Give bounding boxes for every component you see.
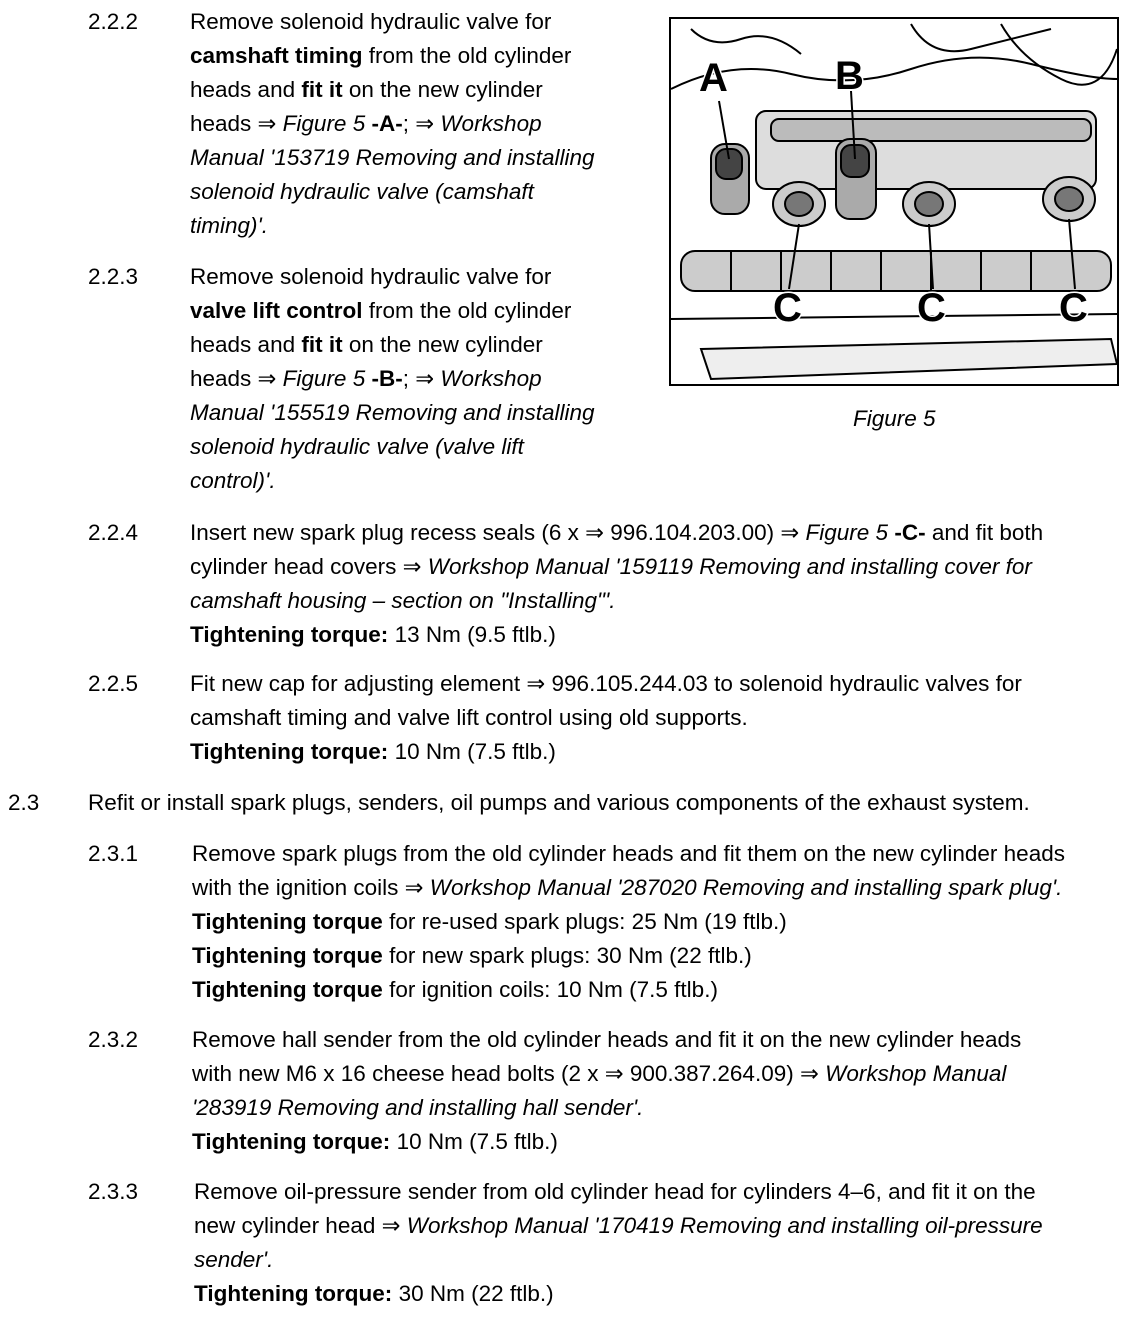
step-number-2-2-2: 2.2.2 bbox=[88, 9, 139, 34]
step-2-2-5-text bbox=[190, 667, 1022, 769]
text-run: heads and bbox=[190, 77, 302, 102]
manual-reference[interactable]: timing)'. bbox=[190, 213, 269, 238]
torque-value: for new spark plugs: 30 Nm (22 ftlb.) bbox=[382, 943, 752, 968]
spark-plug-recess-inner bbox=[915, 192, 943, 216]
torque-line bbox=[190, 735, 1022, 769]
bold-term: camshaft timing bbox=[190, 43, 363, 68]
figure-label-ref: -B- bbox=[371, 366, 403, 391]
manual-reference[interactable]: control)'. bbox=[190, 468, 276, 493]
text-run: new cylinder head ⇒ bbox=[194, 1213, 407, 1238]
text-run: ; ⇒ bbox=[402, 366, 441, 391]
text-run: cylinder head covers ⇒ bbox=[190, 554, 428, 579]
spark-plug-recess-inner bbox=[785, 192, 813, 216]
step-2-2-4-text bbox=[190, 516, 1043, 652]
step-number-2-3-3: 2.3.3 bbox=[88, 1179, 139, 1204]
section-2-3-heading bbox=[88, 786, 1030, 820]
step-2-3-3-text bbox=[194, 1175, 1043, 1311]
manual-reference[interactable]: sender'. bbox=[194, 1247, 274, 1272]
torque-label: Tightening torque bbox=[192, 943, 383, 968]
manual-reference[interactable]: Manual '155519 Removing and installing bbox=[190, 400, 595, 425]
figure-5-image bbox=[669, 17, 1119, 386]
upper-camshaft bbox=[771, 119, 1091, 141]
step-line bbox=[190, 516, 1043, 550]
section-line: Refit or install spark plugs, senders, oil pumps and various components of the exhaust system. bbox=[88, 790, 1030, 815]
torque-value: for ignition coils: 10 Nm (7.5 ftlb.) bbox=[382, 977, 718, 1002]
step-number-2-2-5: 2.2.5 bbox=[88, 671, 139, 696]
step-line bbox=[190, 39, 595, 73]
figure-label-ref: -A- bbox=[371, 111, 403, 136]
step-line: Remove solenoid hydraulic valve for bbox=[190, 9, 552, 34]
step-line bbox=[190, 175, 595, 209]
manual-reference[interactable]: camshaft housing – section on "Installing"'. bbox=[190, 588, 616, 613]
step-line bbox=[190, 464, 595, 498]
step-line bbox=[190, 141, 595, 175]
step-line bbox=[190, 209, 595, 243]
text-run: and fit both bbox=[925, 520, 1044, 545]
text-run: from the old cylinder bbox=[362, 298, 572, 323]
torque-value: 10 Nm (7.5 ftlb.) bbox=[388, 739, 556, 764]
figure-caption: Figure 5 bbox=[853, 406, 936, 431]
step-2-3-2-text bbox=[192, 1023, 1021, 1159]
torque-label: Tightening torque bbox=[192, 977, 383, 1002]
manual-reference[interactable]: solenoid hydraulic valve (camshaft bbox=[190, 179, 534, 204]
text-run: on the new cylinder bbox=[342, 77, 543, 102]
torque-value: 13 Nm (9.5 ftlb.) bbox=[388, 622, 556, 647]
step-line bbox=[190, 328, 595, 362]
text-run: with new M6 x 16 cheese head bolts (2 x ⇒ 900.387.264.09) ⇒ bbox=[192, 1061, 826, 1086]
manual-reference[interactable]: Workshop bbox=[440, 111, 542, 136]
step-line: camshaft timing and valve lift control using old supports. bbox=[190, 705, 748, 730]
step-line bbox=[194, 1209, 1043, 1243]
figure-reference[interactable]: Figure 5 bbox=[282, 366, 372, 391]
figure-label-c: C bbox=[917, 286, 946, 330]
text-run: with the ignition coils ⇒ bbox=[192, 875, 430, 900]
step-number-2-2-4: 2.2.4 bbox=[88, 520, 139, 545]
torque-value: 10 Nm (7.5 ftlb.) bbox=[390, 1129, 558, 1154]
step-line bbox=[192, 871, 1065, 905]
figure-reference[interactable]: Figure 5 bbox=[805, 520, 895, 545]
torque-value: for re-used spark plugs: 25 Nm (19 ftlb.) bbox=[382, 909, 787, 934]
manual-reference[interactable]: Workshop Manual '287020 Removing and installing spark plug'. bbox=[429, 875, 1063, 900]
torque-line bbox=[192, 939, 1065, 973]
step-2-2-3-text bbox=[190, 260, 595, 498]
text-run: ; ⇒ bbox=[402, 111, 441, 136]
torque-line bbox=[192, 905, 1065, 939]
step-number-2-3-1: 2.3.1 bbox=[88, 841, 139, 866]
torque-value: 30 Nm (22 ftlb.) bbox=[392, 1281, 554, 1306]
torque-line bbox=[190, 618, 1043, 652]
step-line bbox=[190, 396, 595, 430]
bold-term: fit it bbox=[301, 332, 343, 357]
torque-label: Tightening torque: bbox=[190, 622, 389, 647]
step-line bbox=[190, 550, 1043, 584]
step-line: Remove solenoid hydraulic valve for bbox=[190, 264, 552, 289]
step-line: Remove hall sender from the old cylinder heads and fit it on the new cylinder heads bbox=[192, 1027, 1022, 1052]
manual-reference[interactable]: '283919 Removing and installing hall sender'. bbox=[192, 1095, 644, 1120]
spark-plug-recess-inner bbox=[1055, 187, 1083, 211]
step-2-2-2-text bbox=[190, 5, 595, 243]
step-line bbox=[190, 107, 595, 141]
manual-reference[interactable]: solenoid hydraulic valve (valve lift bbox=[190, 434, 524, 459]
manual-reference[interactable]: Workshop Manual '170419 Removing and installing oil-pressure bbox=[406, 1213, 1043, 1238]
torque-line bbox=[194, 1277, 1043, 1311]
bold-term: fit it bbox=[301, 77, 343, 102]
step-line bbox=[192, 1057, 1021, 1091]
step-line bbox=[190, 430, 595, 464]
text-run: heads and bbox=[190, 332, 302, 357]
figure-label-c: C bbox=[773, 286, 802, 330]
bold-term: valve lift control bbox=[190, 298, 363, 323]
torque-line bbox=[192, 973, 1065, 1007]
step-line bbox=[190, 73, 595, 107]
text-run: heads ⇒ bbox=[190, 111, 283, 136]
step-line bbox=[194, 1243, 1043, 1277]
step-line: Remove spark plugs from the old cylinder heads and fit them on the new cylinder heads bbox=[192, 841, 1065, 866]
torque-label: Tightening torque: bbox=[192, 1129, 391, 1154]
torque-label: Tightening torque bbox=[192, 909, 383, 934]
step-line bbox=[190, 294, 595, 328]
step-line bbox=[192, 1091, 1021, 1125]
manual-reference[interactable]: Workshop bbox=[440, 366, 542, 391]
manual-reference[interactable]: Workshop Manual '159119 Removing and installing cover for bbox=[427, 554, 1032, 579]
section-number-2-3: 2.3 bbox=[8, 790, 40, 815]
step-line bbox=[190, 362, 595, 396]
figure-label-c: C bbox=[1059, 286, 1088, 330]
step-line: Remove oil-pressure sender from old cylinder head for cylinders 4–6, and fit it on the bbox=[194, 1179, 1036, 1204]
figure-reference[interactable]: Figure 5 bbox=[282, 111, 372, 136]
step-number-2-2-3: 2.2.3 bbox=[88, 264, 139, 289]
text-run: on the new cylinder bbox=[342, 332, 543, 357]
step-number-2-3-2: 2.3.2 bbox=[88, 1027, 139, 1052]
torque-line bbox=[192, 1125, 1021, 1159]
torque-label: Tightening torque: bbox=[194, 1281, 393, 1306]
text-run: heads ⇒ bbox=[190, 366, 283, 391]
step-line bbox=[190, 584, 1043, 618]
step-line: Fit new cap for adjusting element ⇒ 996.105.244.03 to solenoid hydraulic valves for bbox=[190, 671, 1022, 696]
manual-reference[interactable]: Workshop Manual bbox=[825, 1061, 1007, 1086]
text-run: from the old cylinder bbox=[362, 43, 572, 68]
figure-label-a: A bbox=[699, 56, 728, 100]
figure-label-ref: -C- bbox=[894, 520, 926, 545]
engine-drawing bbox=[671, 19, 1117, 384]
torque-label: Tightening torque: bbox=[190, 739, 389, 764]
manual-reference[interactable]: Manual '153719 Removing and installing bbox=[190, 145, 595, 170]
lower-camshaft bbox=[681, 251, 1111, 291]
text-run: Insert new spark plug recess seals (6 x ⇒ 996.104.203.00) ⇒ bbox=[190, 520, 806, 545]
step-2-3-1-text bbox=[192, 837, 1065, 1007]
figure-label-b: B bbox=[835, 54, 864, 98]
